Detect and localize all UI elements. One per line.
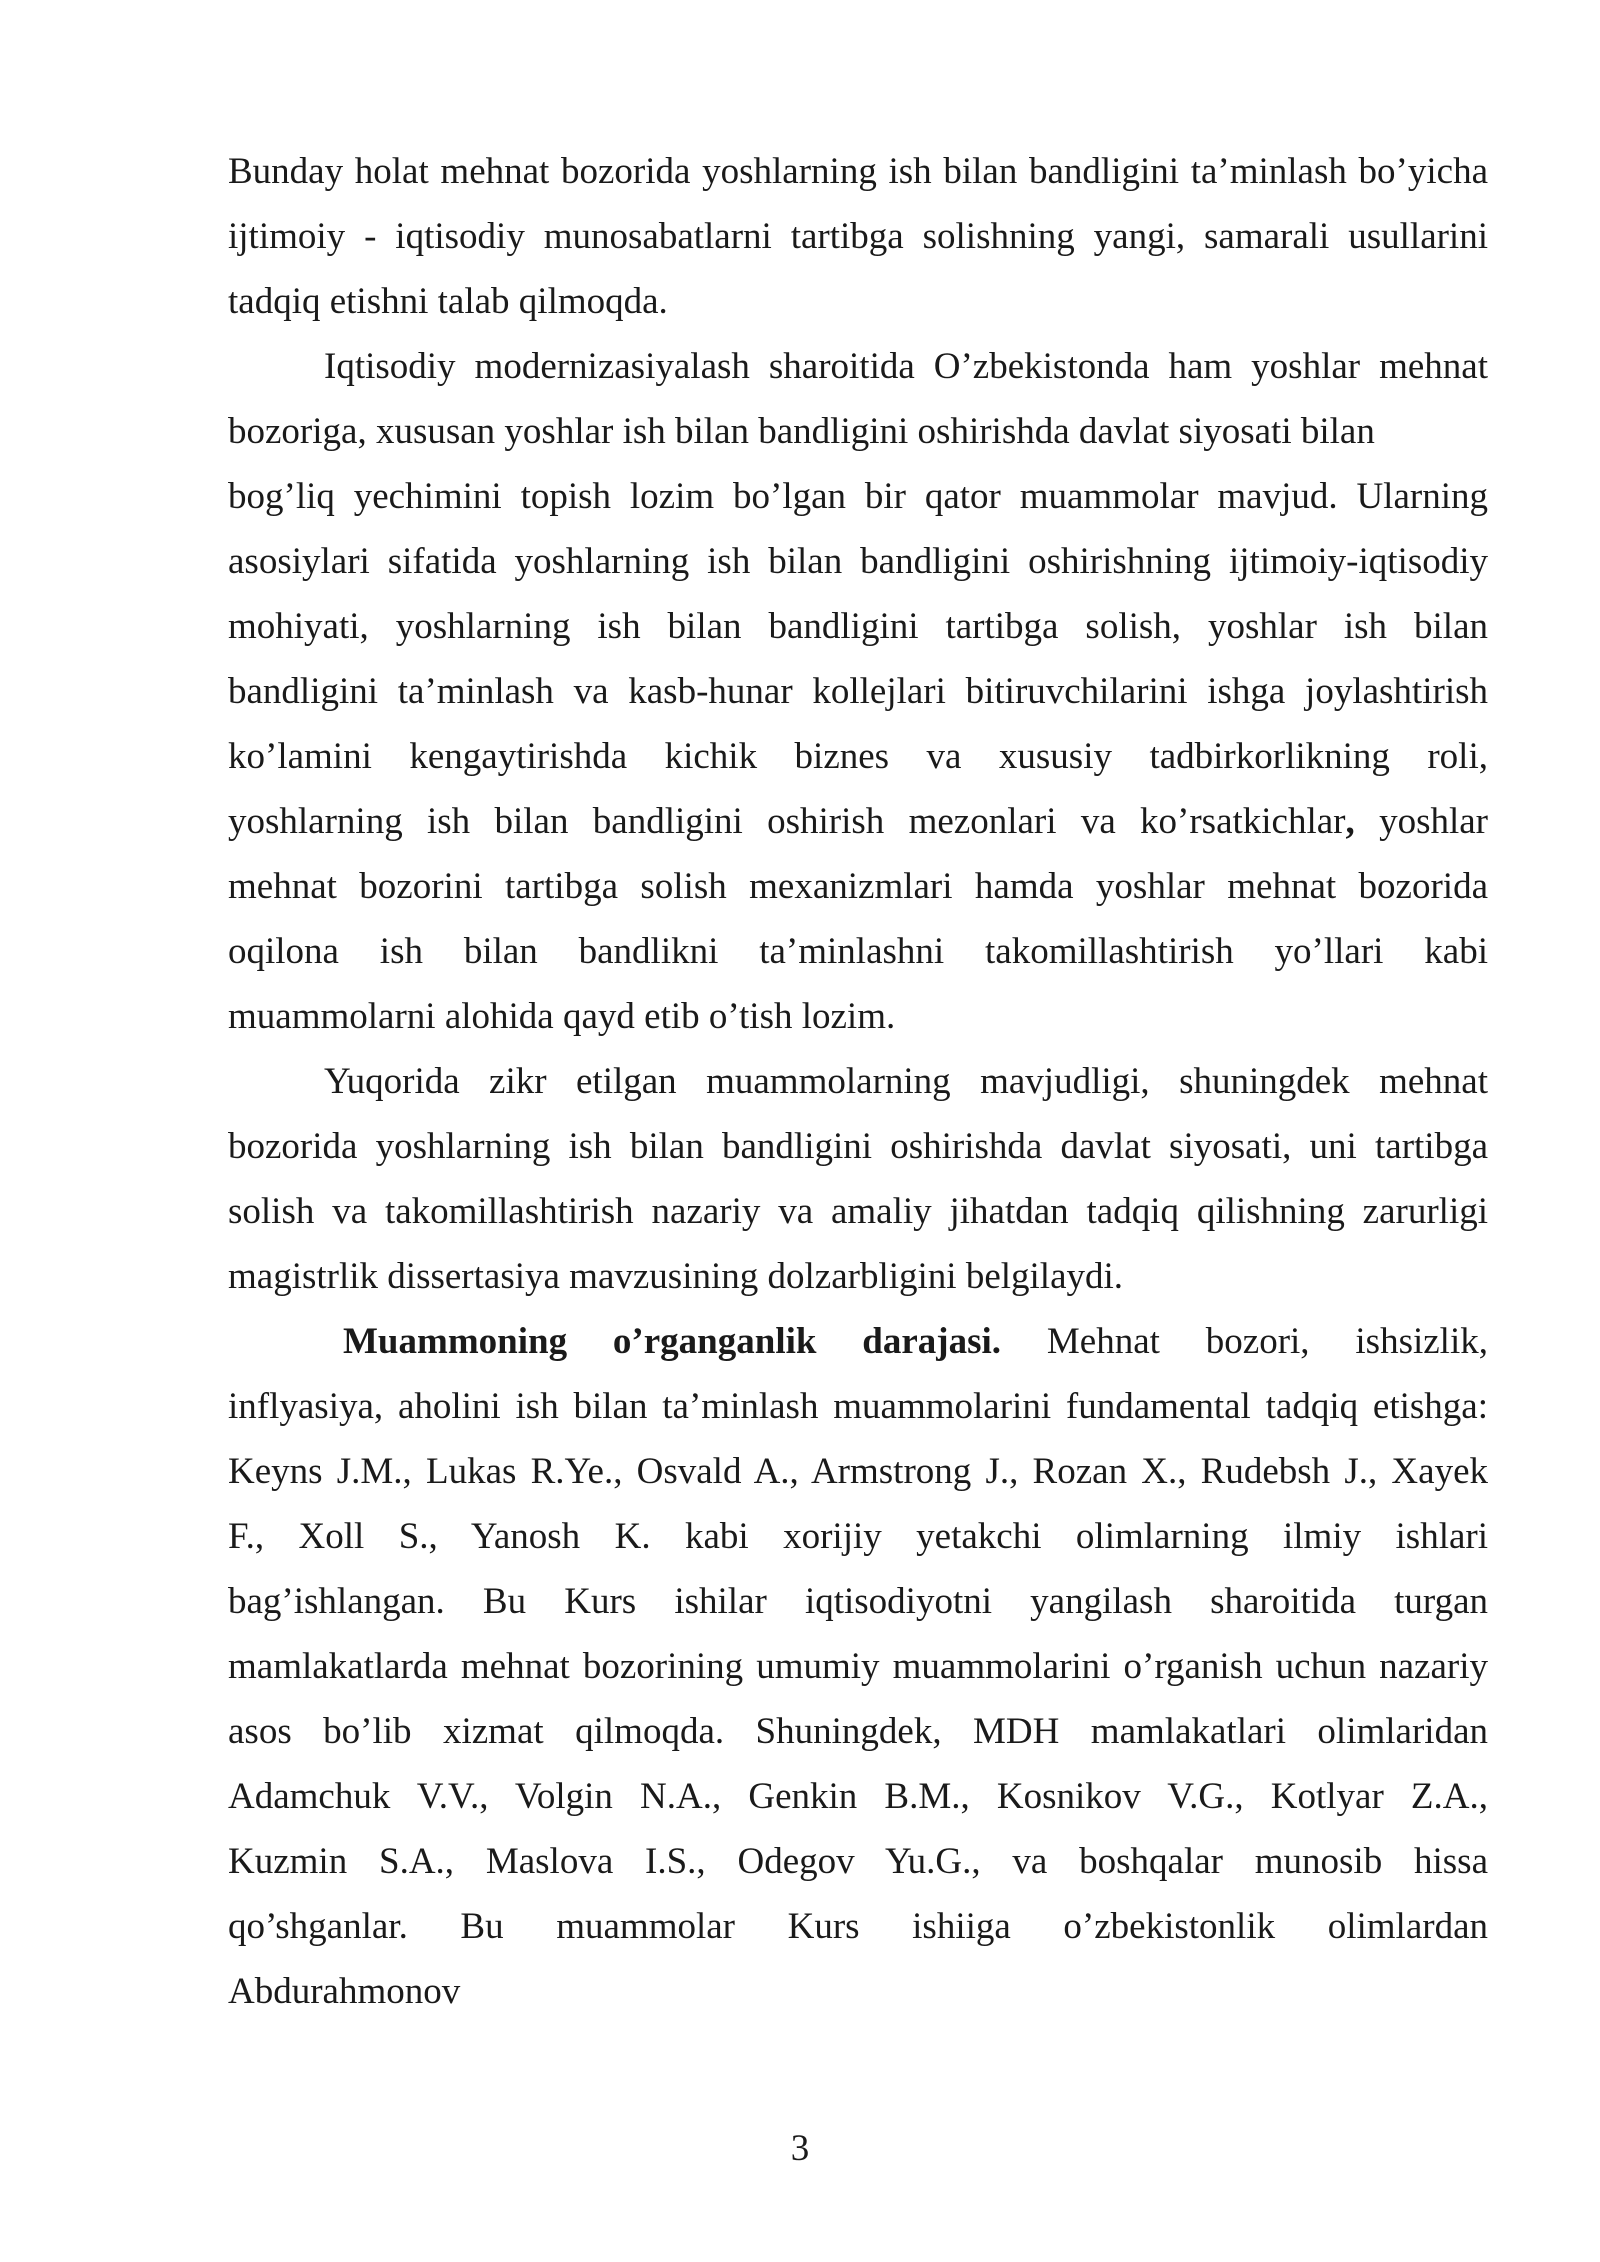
text-line: bag’ishlangan. Bu Kurs ishilar iqtisodiyotni yangilash sharoitida turgan xyxy=(228,1581,1488,1622)
section-heading: Muammoning o’rganganlik darajasi. xyxy=(343,1321,1002,1362)
paragraph-literature-review xyxy=(228,1309,1488,2024)
text-line xyxy=(228,789,1488,854)
text-line: ijtimoiy - iqtisodiy munosabatlarni tartibga solishning yangi, samarali usullarini xyxy=(228,216,1488,257)
text-line: Kuzmin S.A., Maslova I.S., Odegov Yu.G., va boshqalar munosib hissa xyxy=(228,1841,1488,1882)
text-line: mamlakatlarda mehnat bozorining umumiy muammolarini o’rganish uchun nazariy xyxy=(228,1646,1488,1687)
text-line: Iqtisodiy modernizasiyalash sharoitida O’zbekistonda ham yoshlar mehnat xyxy=(324,346,1488,387)
text-line: inflyasiya, aholini ish bilan ta’minlash muammolarini fundamental tadqiq etishga: xyxy=(228,1386,1488,1427)
paragraph-modernization xyxy=(228,334,1488,1049)
text-run: yoshlar xyxy=(1354,801,1488,842)
document-body xyxy=(228,139,1488,2024)
text-line: F., Xoll S., Yanosh K. kabi xorijiy yetakchi olimlarning ilmiy ishlari xyxy=(228,1516,1488,1557)
text-line: Abdurahmonov xyxy=(228,1971,461,2012)
text-line: Keyns J.M., Lukas R.Ye., Osvald A., Armstrong J., Rozan X., Rudebsh J., Xayek xyxy=(228,1451,1488,1492)
text-line: magistrlik dissertasiya mavzusining dolzarbligini belgilaydi. xyxy=(228,1256,1124,1297)
text-line: ko’lamini kengaytirishda kichik biznes va xususiy tadbirkorlikning roli, xyxy=(228,736,1488,777)
text-run: yoshlarning ish bilan bandligini oshirish mezonlari va ko’rsatkichlar xyxy=(228,801,1346,842)
text-line: tadqiq etishni talab qilmoqda. xyxy=(228,281,668,322)
text-run: Mehnat bozori, ishsizlik, xyxy=(1001,1321,1488,1362)
bold-comma: , xyxy=(1345,801,1355,842)
text-line: asosiylari sifatida yoshlarning ish bilan bandligini oshirishning ijtimoiy-iqtisodiy xyxy=(228,541,1488,582)
text-line xyxy=(228,1309,1488,1374)
text-line: Bunday holat mehnat bozorida yoshlarning ish bilan bandligini ta’minlash bo’yicha xyxy=(228,151,1488,192)
text-line: bandligini ta’minlash va kasb-hunar kollejlari bitiruvchilarini ishga joylashtirish xyxy=(228,671,1488,712)
text-line: mehnat bozorini tartibga solish mexanizmlari hamda yoshlar mehnat bozorida xyxy=(228,866,1488,907)
text-line: qo’shganlar. Bu muammolar Kurs ishiiga o’zbekistonlik olimlardan xyxy=(228,1906,1488,1947)
text-line: asos bo’lib xizmat qilmoqda. Shuningdek, MDH mamlakatlari olimlaridan xyxy=(228,1711,1488,1752)
text-line: muammolarni alohida qayd etib o’tish lozim. xyxy=(228,996,896,1037)
page-number: 3 xyxy=(790,2128,810,2169)
text-line: mohiyati, yoshlarning ish bilan bandligini tartibga solish, yoshlar ish bilan xyxy=(228,606,1488,647)
paragraph-intro xyxy=(228,139,1488,334)
paragraph-relevance xyxy=(228,1049,1488,1309)
text-line: solish va takomillashtirish nazariy va amaliy jihatdan tadqiq qilishning zarurligi xyxy=(228,1191,1488,1232)
text-line: Yuqorida zikr etilgan muammolarning mavjudligi, shuningdek mehnat xyxy=(324,1061,1488,1102)
text-line: Adamchuk V.V., Volgin N.A., Genkin B.M., Kosnikov V.G., Kotlyar Z.A., xyxy=(228,1776,1488,1817)
text-line: oqilona ish bilan bandlikni ta’minlashni takomillashtirish yo’llari kabi xyxy=(228,931,1488,972)
text-line: bozoriga, xususan yoshlar ish bilan bandligini oshirishda davlat siyosati bilan xyxy=(228,411,1375,452)
text-line: bozorida yoshlarning ish bilan bandligini oshirishda davlat siyosati, uni tartibga xyxy=(228,1126,1488,1167)
text-line: bog’liq yechimini topish lozim bo’lgan bir qator muammolar mavjud. Ularning xyxy=(228,476,1488,517)
